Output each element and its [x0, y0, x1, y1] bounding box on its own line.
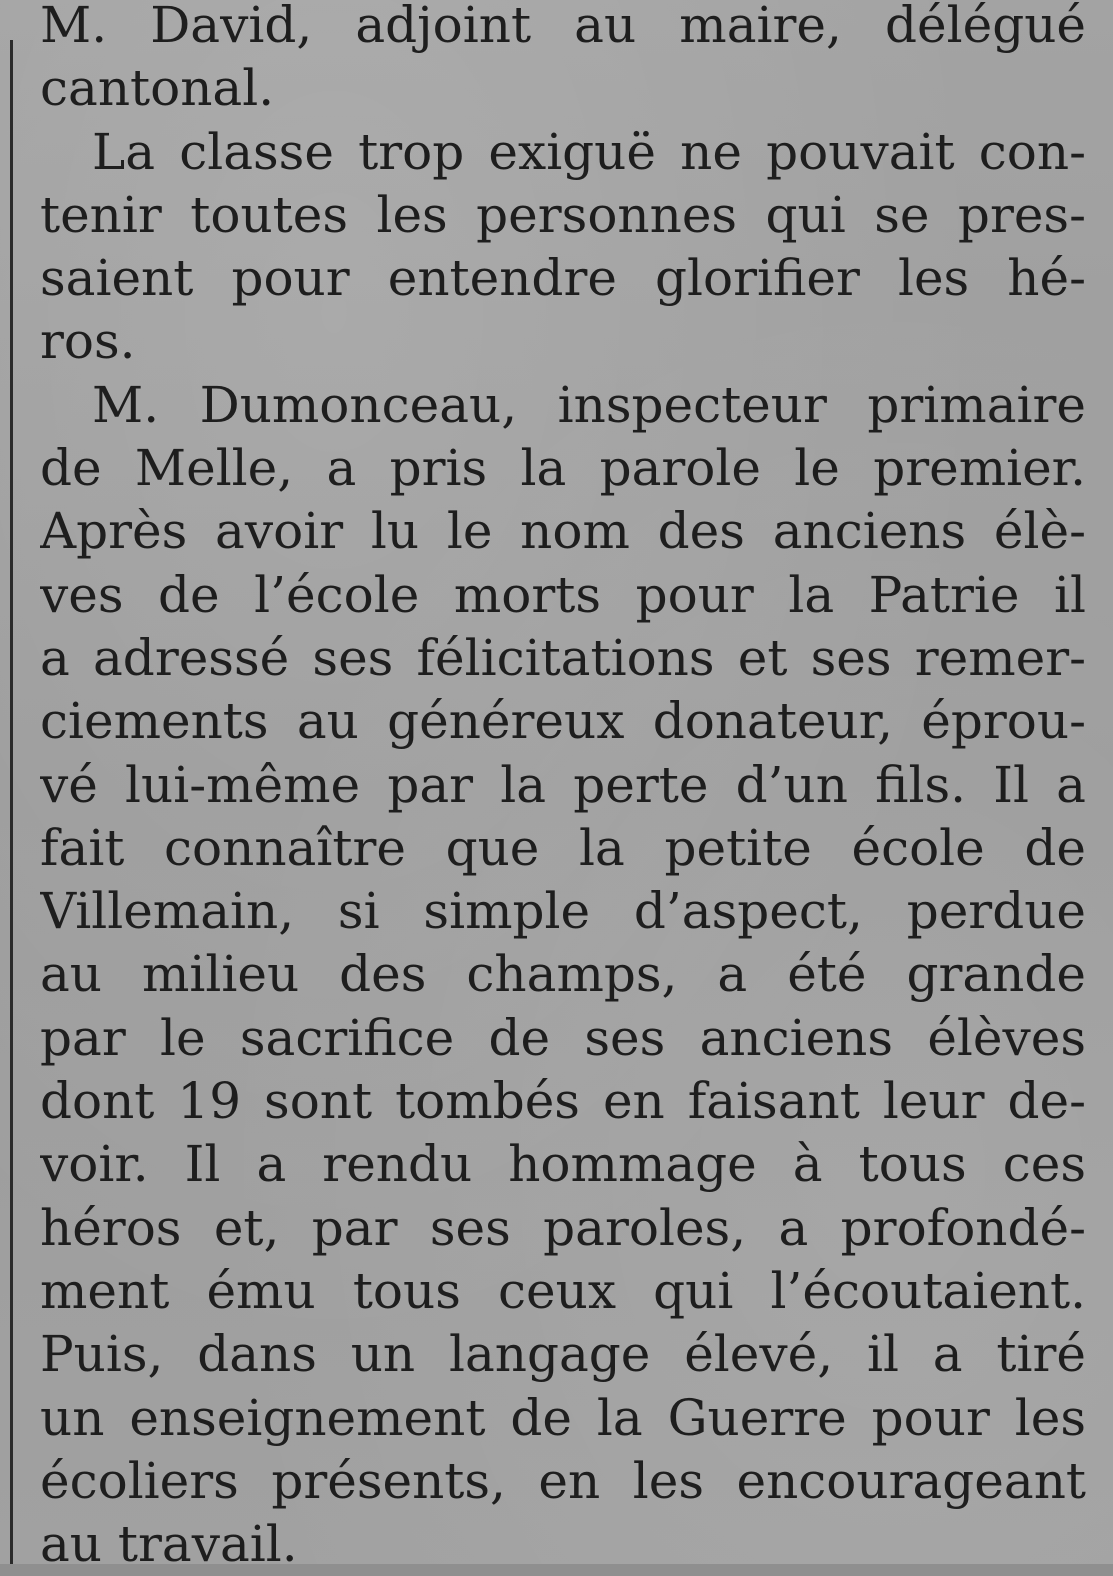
- text-line: vé lui-même par la perte d’un fils. Il a: [40, 755, 1086, 814]
- article-column: [40, 0, 1086, 1576]
- text-line: cantonal.: [40, 59, 275, 118]
- text-line: Villemain, si simple d’aspect, perdue: [40, 882, 1086, 941]
- text-line: par le sacrifice de ses anciens élèves: [40, 1008, 1086, 1067]
- text-line: un enseignement de la Guerre pour les: [40, 1388, 1086, 1447]
- text-line: saient pour entendre glorifier les hé-: [40, 249, 1086, 308]
- text-line: fait connaître que la petite école de: [40, 818, 1086, 877]
- text-line: La classe trop exiguë ne pouvait con-: [92, 122, 1086, 181]
- text-line: Puis, dans un langage élevé, il a tiré: [40, 1325, 1086, 1384]
- text-line: M. Dumonceau, inspecteur primaire: [92, 375, 1086, 434]
- text-line: ves de l’école morts pour la Patrie il: [40, 565, 1086, 624]
- text-line: a adressé ses félicitations et ses remer-: [40, 628, 1086, 687]
- text-line: ciements au généreux donateur, éprou-: [40, 692, 1086, 751]
- text-line: voir. Il a rendu hommage à tous ces: [40, 1135, 1086, 1194]
- text-line: héros et, par ses paroles, a profondé-: [40, 1198, 1086, 1257]
- text-line: au milieu des champs, a été grande: [40, 945, 1086, 1004]
- text-line: dont 19 sont tombés en faisant leur de-: [40, 1072, 1086, 1131]
- text-line: tenir toutes les personnes qui se pres-: [40, 185, 1086, 244]
- text-line: écoliers présents, en les encourageant: [40, 1451, 1086, 1510]
- text-line: au travail.: [40, 1515, 298, 1574]
- text-line: de Melle, a pris la parole le premier.: [40, 439, 1086, 498]
- column-rule: [10, 40, 13, 1564]
- text-line: M. David, adjoint au maire, délégué: [40, 0, 1086, 54]
- text-line: ros.: [40, 312, 136, 371]
- text-line: ment ému tous ceux qui l’écoutaient.: [40, 1261, 1086, 1320]
- text-line: Après avoir lu le nom des anciens élè-: [40, 502, 1086, 561]
